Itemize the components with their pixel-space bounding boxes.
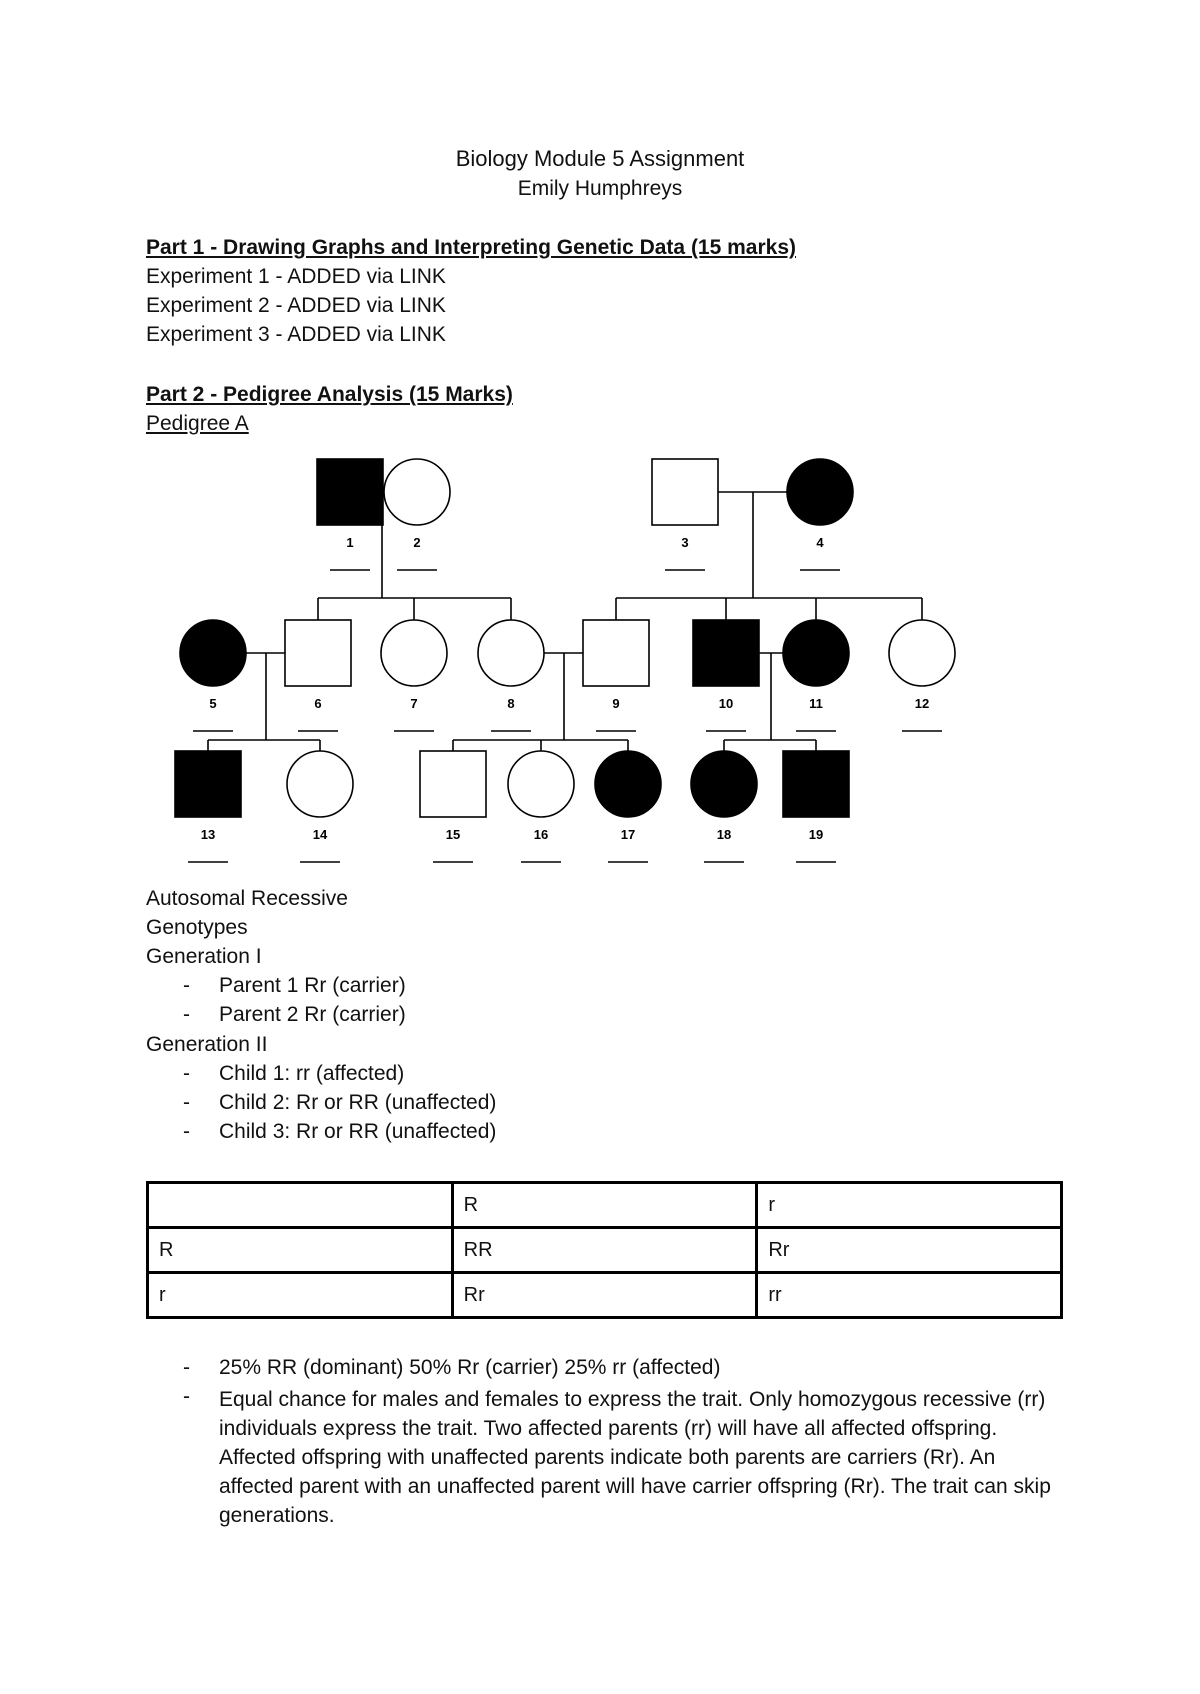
experiment-line: Experiment 1 - ADDED via LINK <box>146 265 446 288</box>
affected-male-square <box>693 620 759 686</box>
table-row <box>148 1228 1062 1273</box>
unaffected-female-circle <box>384 459 450 525</box>
individual-number: 18 <box>716 827 732 842</box>
affected-male-square <box>175 751 241 817</box>
affected-female-circle <box>180 620 246 686</box>
unaffected-female-circle <box>889 620 955 686</box>
list-bullet: - <box>183 1356 190 1379</box>
unaffected-male-square <box>420 751 486 817</box>
list-bullet: - <box>183 1091 190 1114</box>
affected-female-circle <box>787 459 853 525</box>
table-cell: Rr <box>757 1228 1062 1273</box>
unaffected-male-square <box>285 620 351 686</box>
individual-number: 16 <box>533 827 549 842</box>
individual-number: 9 <box>612 696 620 711</box>
individual-number: 1 <box>346 535 354 550</box>
experiment-line: Experiment 2 - ADDED via LINK <box>146 294 446 317</box>
list-item: Parent 1 Rr (carrier) <box>219 974 406 997</box>
unaffected-female-circle <box>508 751 574 817</box>
individual-number: 8 <box>507 696 515 711</box>
affected-female-circle <box>595 751 661 817</box>
unaffected-female-circle <box>478 620 544 686</box>
part2-heading: Part 2 - Pedigree Analysis (15 Marks) <box>146 383 513 406</box>
part1-heading: Part 1 - Drawing Graphs and Interpreting Genetic Data (15 marks) <box>146 236 797 259</box>
punnett-square <box>146 1181 1063 1319</box>
pedigree-chart <box>170 450 980 870</box>
generation-2-label: Generation II <box>146 1033 268 1056</box>
table-cell: R <box>452 1183 757 1228</box>
list-bullet: - <box>183 1120 190 1143</box>
individual-number: 15 <box>445 827 461 842</box>
list-bullet: - <box>183 974 190 997</box>
individual-number: 17 <box>620 827 636 842</box>
author-name: Emily Humphreys <box>517 177 683 200</box>
table-cell <box>148 1183 453 1228</box>
list-item: Child 2: Rr or RR (unaffected) <box>219 1091 497 1114</box>
unaffected-male-square <box>652 459 718 525</box>
individual-number: 4 <box>816 535 824 550</box>
experiment-line: Experiment 3 - ADDED via LINK <box>146 323 446 346</box>
list-item: Child 3: Rr or RR (unaffected) <box>219 1120 497 1143</box>
list-bullet: - <box>183 1062 190 1085</box>
individual-number: 7 <box>410 696 418 711</box>
affected-male-square <box>317 459 383 525</box>
table-cell: rr <box>757 1273 1062 1318</box>
individual-number: 10 <box>718 696 734 711</box>
list-bullet: - <box>183 1003 190 1026</box>
generation-1-label: Generation I <box>146 945 262 968</box>
unaffected-female-circle <box>381 620 447 686</box>
table-row <box>148 1273 1062 1318</box>
table-row <box>148 1183 1062 1228</box>
table-cell: RR <box>452 1228 757 1273</box>
document-title: Biology Module 5 Assignment <box>455 146 745 171</box>
list-item: Child 1: rr (affected) <box>219 1062 405 1085</box>
pedigree-subheading: Pedigree A <box>146 412 249 435</box>
individual-number: 13 <box>200 827 216 842</box>
list-item: Parent 2 Rr (carrier) <box>219 1003 406 1026</box>
unaffected-female-circle <box>287 751 353 817</box>
affected-female-circle <box>691 751 757 817</box>
genotypes-label: Genotypes <box>146 916 248 939</box>
table-cell: R <box>148 1228 453 1273</box>
pedigree-individuals <box>175 459 955 862</box>
individual-number: 3 <box>681 535 689 550</box>
individual-number: 11 <box>809 696 823 711</box>
individual-number: 19 <box>808 827 824 842</box>
individual-number: 6 <box>314 696 322 711</box>
table-cell: r <box>757 1183 1062 1228</box>
individual-number: 2 <box>413 535 421 550</box>
affected-female-circle <box>783 620 849 686</box>
inheritance-mode: Autosomal Recessive <box>146 887 348 910</box>
table-cell: Rr <box>452 1273 757 1318</box>
table-cell: r <box>148 1273 453 1318</box>
explanation-text: Equal chance for males and females to express the trait. Only homozygous recessive (rr) individuals express the trait. Two affected parents (rr) will have all affected offspring. Affected offspring with unaffected parents indicate both parents are carriers (Rr). An affected parent with an unaffected parent will have carrier offspring (Rr). The trait can skip generations. <box>219 1388 1051 1527</box>
unaffected-male-square <box>583 620 649 686</box>
affected-male-square <box>783 751 849 817</box>
individual-number: 14 <box>312 827 328 842</box>
individual-number: 5 <box>209 696 217 711</box>
list-bullet: - <box>183 1385 190 1408</box>
individual-number: 12 <box>914 696 930 711</box>
ratio-text: 25% RR (dominant) 50% Rr (carrier) 25% rr (affected) <box>219 1356 721 1379</box>
